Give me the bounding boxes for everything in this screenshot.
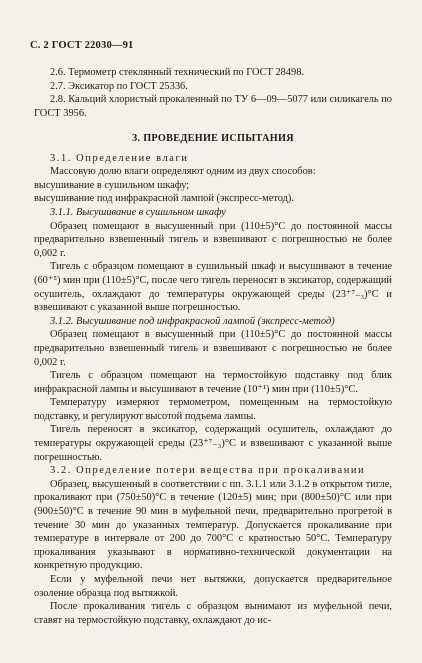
item-2-6: 2.6. Термометр стеклянный технический по ГОСТ 28498. [50, 67, 305, 78]
paragraph-3-1-1-a: Образец помещают в высушенный при (110±5)°С до постоянной массы предварительно взвешенный тигель и взвешивают с погрешностью не более 0,002 г. [34, 220, 392, 259]
section-title: 3. ПРОВЕДЕНИЕ ИСПЫТАНИЯ [132, 133, 294, 144]
subsection-3-2-heading: 3.2. Определение потери вещества при прокаливании [50, 465, 366, 477]
methods-intro: Массовую долю влаги определяют одним из двух способов: [50, 166, 316, 178]
standard-number: ГОСТ 22030—91 [51, 40, 134, 51]
paragraph-3-1-2-d: Тигель переносят в эксикатор, содержащий осушитель, охлаждают до температуры окружающей среды (23⁺⁷₋₃)°С и взвешивают с указанной выше погрешностью. [34, 424, 392, 463]
paragraph-3-2-b: Если у муфельной печи нет вытяжки, допускается предварительное озоление образца под вытяжкой. [34, 574, 392, 599]
paragraph-3-1-2-b: Тигель с образцом помещают на термостойкую подставку под блик инфракрасной лампы и высушивают в течение (10⁺¹) мин при (110±5)°С. [34, 370, 392, 395]
section-3 [34, 132, 392, 627]
paragraph-3-1-2-a: Образец помещают в высушенный при (110±5)°С до постоянной массы предварительно взвешенный тигель и взвешивают с погрешностью не более 0,002 г. [34, 329, 392, 368]
paragraph-3-2-c: После прокаливания тигель с образцом вынимают из муфельной печи, ставят на термостойкую подставку, охлаждают до ис- [34, 601, 392, 626]
subsection-3-1-1-heading: 3.1.1. Высушивание в сушильном шкафу [50, 206, 226, 218]
item-2-8: 2.8. Кальций хлористый прокаленный по ТУ 6—09—5077 или силикагель по ГОСТ 3956. [34, 94, 392, 119]
subsection-3-1-2-heading: 3.1.2. Высушивание под инфракрасной лампой (экспресс-метод) [50, 315, 335, 327]
subsection-3-1-heading: 3.1. Определение влаги [50, 152, 189, 164]
page-number: C. 2 [30, 40, 49, 51]
method-2: высушивание под инфракрасной лампой (экспресс-метод). [34, 193, 294, 205]
intro-block [34, 66, 392, 120]
paragraph-3-1-2-c: Температуру измеряют термометром, помещенным на термостойкую подставку, и регулируют высотой подъема лампы. [34, 397, 392, 422]
item-2-7: 2.7. Эксикатор по ГОСТ 25336. [50, 80, 188, 92]
paragraph-3-1-1-b: Тигель с образцом помещают в сушильный шкаф и высушивают в течение (60⁺⁵) мин при (110±5)°С, после чего тигель переносят в эксикатор, содержащий осушитель, охлаждают до температуры окружающей среды (23⁺⁷₋₃)°С и взвешивают с указанной выше погрешностью. [34, 261, 392, 314]
paragraph-3-2-a: Образец, высушенный в соответствии с пп. 3.1.1 или 3.1.2 в открытом тигле, прокаливают при (750±50)°С в течение (120±5) мин; при (800±50)°С или при (900±50)°С в течение 90 мин в муфельной печи, предварительно прогретой в течение 30 мин до указанных температур. Допускается прокаливание при температуре в интервале от 200 до 700°С с кратностью 50°С. Температуру прокаливания указывают в нормативно-технической документации на конкретную продукцию. [34, 478, 392, 572]
method-1: высушивание в сушильном шкафу; [34, 179, 190, 191]
page-header [30, 40, 134, 51]
